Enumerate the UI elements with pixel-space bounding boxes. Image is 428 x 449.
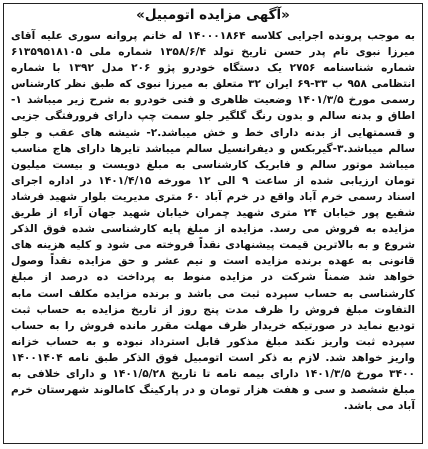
notice-body: به موجب پرونده اجرایی کلاسه ۱۴۰۰۰۱۸۶۴ له خانم پروانه سوری علیه آقای میرزا نبوی نام پدر حسن تاریخ تولد ۱۳۵۸/۶/۴ شماره ملی ۶۱۳۵۹۵۱۸۱۰۵ شماره شناسنامه ۲۷۵۶ یک دستگاه خودرو پژو ۲۰۶ مدل ۱۳۹۲ با شماره انتظامی ۹۵۸ ب ۳۳-۶۹ ایران ۳۲ متعلق به میرزا نبوی که طبق نظر کارشناس رسمی مورخ ۱۴۰۱/۳/۵ وضعیت ظاهری و فنی خودرو به شرح زیر میباشد ۱- اطاق و بدنه سالم و بدون رنگ گلگیر جلو سمت چپ دارای فرورفتگی جزیی و قسمتهایی از بدنه دارای خط و خش میباشد.۲- شیشه های عقب و جلو سالم میباشد.۳-گیربکس و دیفرانسیل سالم میباشد تایرها دارای هاج مناسب میباشد موتور سالم و فابریک کارشناسی به مبلغ دویست و بیست میلیون تومان ارزیابی شده از ساعت ۹ الی ۱۲ مورخه ۱۴۰۱/۴/۱۵ در اداره اجرای اسناد رسمی خرم آباد واقع در خرم آباد ۶۰ متری مدیریت بلوار شهید فرشاد شفیع پور خیابان ۲۴ متری شهید چمران خیابان شهید جهان آراء از طریق مزایده به فروش می رسد. مزایده از مبلغ پایه کارشناسی شده فوق الذکر شروع و به بالاترین قیمت پیشنهادی نقداً فروخته می شود و کلیه هزینه های قانونی به عهده برنده مزایده است و نیم عشر و حق مزایده نقداً وصول خواهد شد ضمناً شرکت در مزایده منوط به پرداخت ده درصد از مبلغ کارشناسی به حساب سپرده ثبت می باشد و برنده مزایده مکلف است مابه التفاوت مبلغ فروش را ظرف مدت پنج روز از تاریخ مزایده به حساب ثبت تودیع نماید در صورتیکه خریدار ظرف مهلت مقرر مانده فروش را به حساب سپرده ثبت واریز نکند مبلغ مذکور قابل استرداد نبوده و به حساب خزانه واریز خواهد شد. لازم به ذکر است اتومبیل فوق الذکر طبق نامه ۱۴۰۰۱۴۰۴ ۳۴۰۰ مورخ ۱۴۰۱/۳/۵ دارای بیمه نامه تا تاریخ ۱۴۰۱/۵/۲۸ و دارای خلافی به مبلغ ششصد و سی و هفت هزار تومان و در پارکینگ کامالوند شهرستان خرم آباد می باشد.: [11, 30, 416, 413]
auction-notice: [3, 3, 423, 444]
notice-title: «آگهی مزایده اتومبیل»: [136, 7, 290, 23]
